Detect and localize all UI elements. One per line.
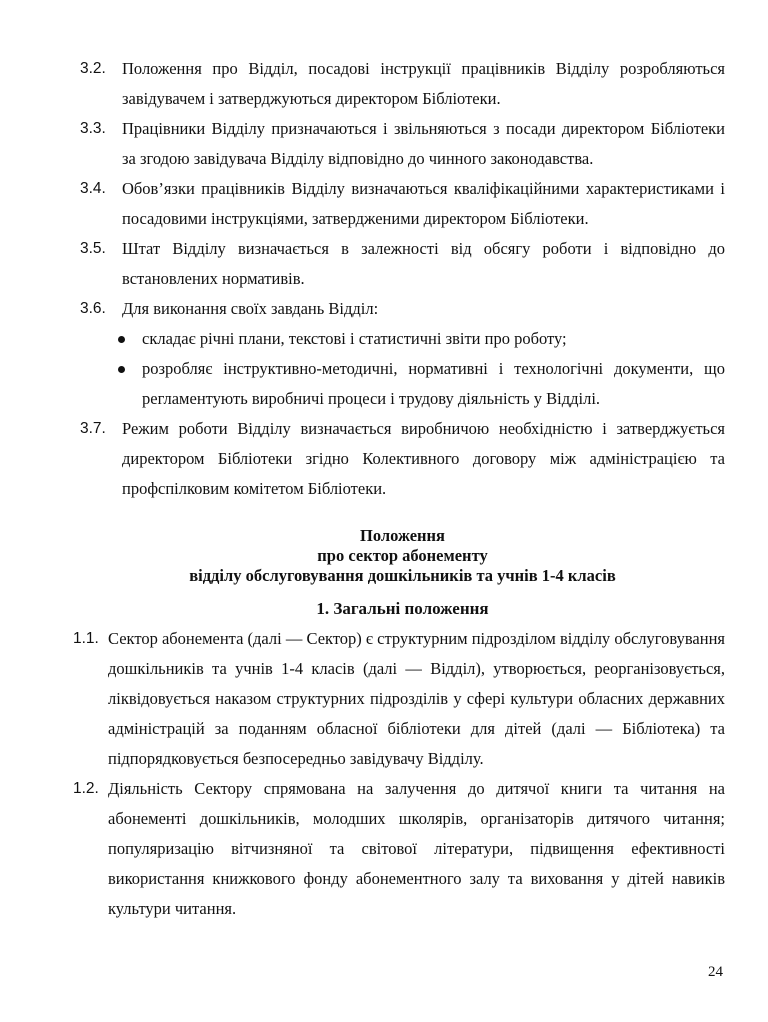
paragraph-number: 3.2. [80,60,106,77]
bullet-item [122,354,725,414]
paragraph-number: 3.3. [80,120,106,137]
bullet-item [122,324,725,354]
paragraph-number: 1.1. [73,630,99,647]
regulation-heading-line-1: Положення [360,526,445,545]
regulation-heading-line-3: відділу обслуговування дошкільників та учнів 1-4 класів [189,566,616,585]
paragraph-number: 3.4. [80,180,106,197]
paragraph-3-3 [80,114,725,174]
paragraph-text: Обов’язки працівників Відділу визначаються кваліфікаційними характеристиками і посадовими інструкціями, затвердженими директором Бібліотеки. [122,179,725,228]
paragraph-3-7 [80,414,725,504]
bullet-list [80,324,725,414]
bullet-icon [118,336,125,343]
paragraph-number: 1.2. [73,780,99,797]
paragraph-text: Сектор абонемента (далі — Сектор) є структурним підрозділом відділу обслуговування дошкільників та учнів 1-4 класів (далі — Відділ), утворюється, реорганізовується, ліквідовується наказом структурних підрозділів у сфері культури обласних державних адміністрацій за поданням обласної бібліотеки для дітей (далі — Бібліотека) та підпорядковується безпосередньо завідувачу Відділу. [108,629,725,768]
page-content [73,54,725,924]
bullet-text: розробляє інструктивно-методичні, нормативні і технологічні документи, що регламентують виробничі процеси і трудову діяльність у Відділі. [142,359,725,408]
bullet-text: складає річні плани, текстові і статистичні звіти про роботу; [142,329,567,348]
paragraph-text: Працівники Відділу призначаються і звільняються з посади директором Бібліотеки за згодою завідувача Відділу відповідно до чинного законодавства. [122,119,725,168]
paragraph-3-4 [80,174,725,234]
paragraph-3-2 [80,54,725,114]
regulation-heading-line-2: про сектор абонементу [317,546,488,565]
section-1-list [73,624,725,924]
spacer [80,504,725,526]
paragraph-text: Діяльність Сектору спрямована на залучення до дитячої книги та читання на абонементі дошкільників, молодших школярів, організаторів дитячого читання; популяризацію вітчизняної та світової літератури, підвищення ефективності використання книжкового фонду абонементного залу та виховання у дітей навиків культури читання. [108,779,725,918]
paragraph-3-6 [80,294,725,324]
paragraph-number: 3.7. [80,420,106,437]
paragraph-text: Штат Відділу визначається в залежності від обсягу роботи і відповідно до встановлених нормативів. [122,239,725,288]
section-title: 1. Загальні положення [316,599,489,618]
paragraph-number: 3.5. [80,240,106,257]
paragraph-number: 3.6. [80,300,106,317]
page-number: 24 [708,964,723,980]
paragraph-text: Положення про Відділ, посадові інструкції працівників Відділу розробляються завідувачем і затверджуються директором Бібліотеки. [122,59,725,108]
bullet-icon [118,366,125,373]
paragraph-1-1 [73,624,725,774]
paragraph-text: Режим роботи Відділу визначається виробничою необхідністю і затверджується директором Бібліотеки згідно Колективного договору між адміністрацією та профспілковим комітетом Бібліотеки. [122,419,725,498]
paragraph-3-5 [80,234,725,294]
paragraph-1-2 [73,774,725,924]
paragraph-text: Для виконання своїх завдань Відділ: [122,299,379,318]
